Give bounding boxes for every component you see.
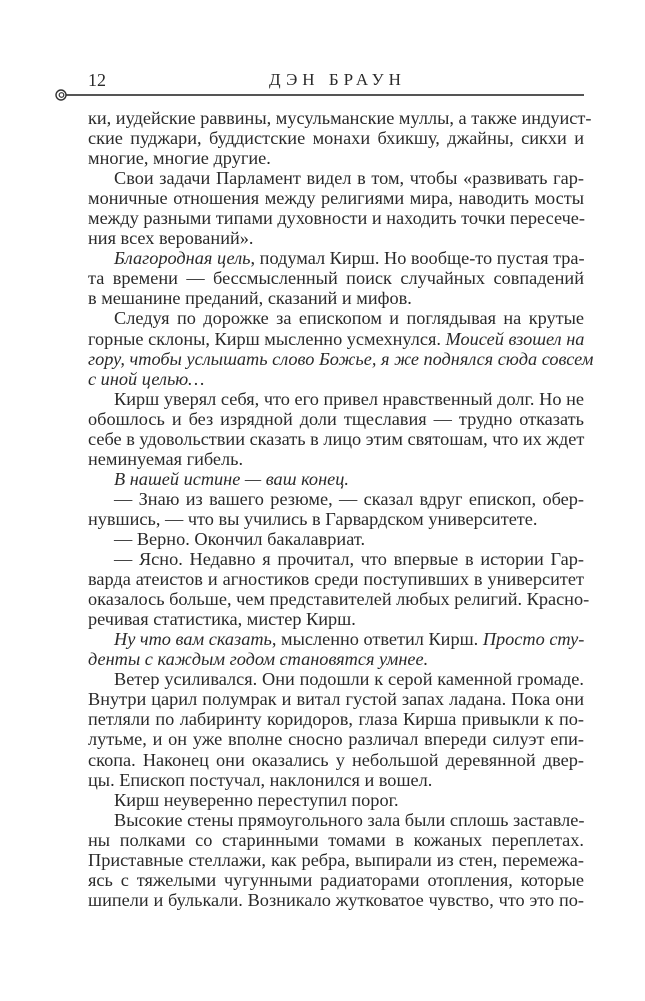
text-line — [88, 709, 584, 729]
text-run: в мешанине преданий, сказаний и мифов. — [88, 288, 412, 309]
text-line — [88, 750, 584, 770]
text-run: оказалось больше, чем представителей любых религий. Красно- — [88, 589, 590, 610]
text-run: обошлось и без изрядной доли тщеславия — трудно отказать — [88, 408, 584, 429]
text-line — [88, 649, 584, 669]
header-rule — [66, 94, 584, 96]
italic-text: В нашей истине — ваш конец. — [114, 468, 349, 489]
text-run: моничные отношения между религиями мира, наводить мосты — [88, 188, 584, 209]
text-run: себе в удовольствии сказать в лицо этим святошам, что их ждет — [88, 428, 585, 449]
text-run: Внутри царил полумрак и витал густой запах ладана. Пока они — [88, 689, 584, 710]
text-run: горные склоны, Кирш мысленно усмехнулся. — [88, 328, 446, 349]
text-run: ские пуджари, буддистские монахи бхикшу, джайны, сикхи и — [88, 128, 584, 149]
text-line — [88, 549, 584, 569]
text-run: — Ясно. Недавно я прочитал, что впервые в истории Гар- — [114, 549, 584, 570]
text-run: Свои задачи Парламент видел в том, чтобы «развивать гар- — [114, 168, 584, 189]
text-line — [88, 288, 584, 308]
text-line — [88, 669, 584, 689]
text-line — [88, 409, 584, 429]
page-number: 12 — [88, 70, 106, 90]
text-line — [88, 128, 584, 148]
text-line — [88, 228, 584, 248]
text-line — [88, 188, 584, 208]
text-run: скопа. Наконец они оказались у небольшой деревянной двер- — [88, 749, 584, 770]
text-line — [88, 108, 592, 128]
text-line — [88, 850, 584, 870]
text-line — [88, 449, 584, 469]
text-line — [88, 529, 584, 549]
text-line — [88, 168, 584, 188]
text-run: варда атеистов и агностиков среди поступивших в университет — [88, 569, 584, 590]
text-line — [88, 268, 584, 288]
text-run: , мысленно ответил Кирш. — [271, 629, 483, 650]
text-line — [88, 208, 584, 228]
text-run: шипели и булькали. Возникало жутковатое чувство, что это по- — [88, 889, 584, 910]
text-line — [88, 689, 584, 709]
text-line — [88, 369, 584, 389]
text-run: Кирш уверял себя, что его привел нравственный долг. Но не — [114, 388, 584, 409]
text-line — [88, 770, 584, 790]
text-line — [88, 389, 584, 409]
text-line — [88, 870, 584, 890]
text-line — [88, 429, 584, 449]
text-run: цы. Епископ постучал, наклонился и вошел. — [88, 769, 433, 790]
text-run: нувшись, — что вы учились в Гарвардском университете. — [88, 508, 538, 529]
text-run: Кирш неуверенно переступил порог. — [114, 789, 399, 810]
text-line — [88, 569, 584, 589]
text-run: Приставные стеллажи, как ребра, выпирали из стен, перемежа- — [88, 849, 584, 870]
italic-text: Благородная цель — [114, 248, 251, 269]
text-line — [88, 629, 584, 649]
text-run: ясь с тяжелыми чугунными радиаторами отопления, которые — [88, 869, 584, 890]
text-run: Ветер усиливался. Они подошли к серой каменной громаде. — [114, 669, 584, 690]
text-line — [88, 609, 584, 629]
italic-text: с иной целью… — [88, 368, 205, 389]
text-run: речивая статистика, мистер Кирш. — [88, 609, 356, 630]
italic-text: Моисей взошел на — [445, 328, 585, 349]
text-run: Следуя по дорожке за епископом и поглядывая на крутые — [114, 308, 584, 329]
text-run: многие, многие другие. — [88, 148, 271, 169]
text-line — [88, 469, 584, 489]
text-line — [88, 890, 584, 910]
text-line — [88, 248, 584, 268]
text-line — [88, 489, 584, 509]
text-run: , подумал Кирш. Но вообще-то пустая тра- — [250, 248, 585, 269]
text-line — [88, 729, 584, 749]
text-line — [88, 308, 584, 328]
text-run: — Верно. Окончил бакалавриат. — [114, 528, 366, 549]
text-run: Высокие стены прямоугольного зала были сплошь заставле- — [114, 809, 585, 830]
spiral-ornament-icon — [55, 89, 67, 101]
text-run: та времени — бессмысленный поиск случайных совпадений — [88, 268, 584, 289]
text-line — [88, 830, 584, 850]
text-line — [88, 790, 584, 810]
text-run: между разными типами духовности и находить точки пересече- — [88, 208, 586, 229]
text-line — [88, 148, 584, 168]
italic-text: денты с каждым годом становятся умнее. — [88, 649, 429, 670]
text-line — [88, 589, 590, 610]
text-line — [88, 810, 584, 830]
italic-text: гору, чтобы услышать слово Божье, я же поднялся сюда совсем — [88, 348, 594, 369]
italic-text: Просто сту- — [482, 629, 585, 650]
text-run: ния всех верований». — [88, 228, 254, 249]
italic-text: Ну что вам сказать — [114, 629, 272, 650]
text-line — [88, 329, 584, 349]
text-line — [88, 509, 584, 529]
body-text — [88, 108, 594, 910]
text-line — [88, 348, 594, 369]
text-run: — Знаю из вашего резюме, — сказал вдруг епископ, обер- — [114, 488, 584, 509]
running-head: ДЭН БРАУН — [269, 70, 406, 89]
text-run: неминуемая гибель. — [88, 448, 244, 469]
text-run: ки, иудейские раввины, мусульманские муллы, а также индуист- — [88, 108, 592, 128]
text-run: ны полками со старинными томами в кожаных переплетах. — [88, 829, 584, 850]
text-run: лутьме, и он уже вполне сносно различал впереди силуэт епи- — [88, 729, 584, 750]
text-run: петляли по лабиринту коридоров, глаза Кирша привыкли к по- — [88, 709, 584, 730]
